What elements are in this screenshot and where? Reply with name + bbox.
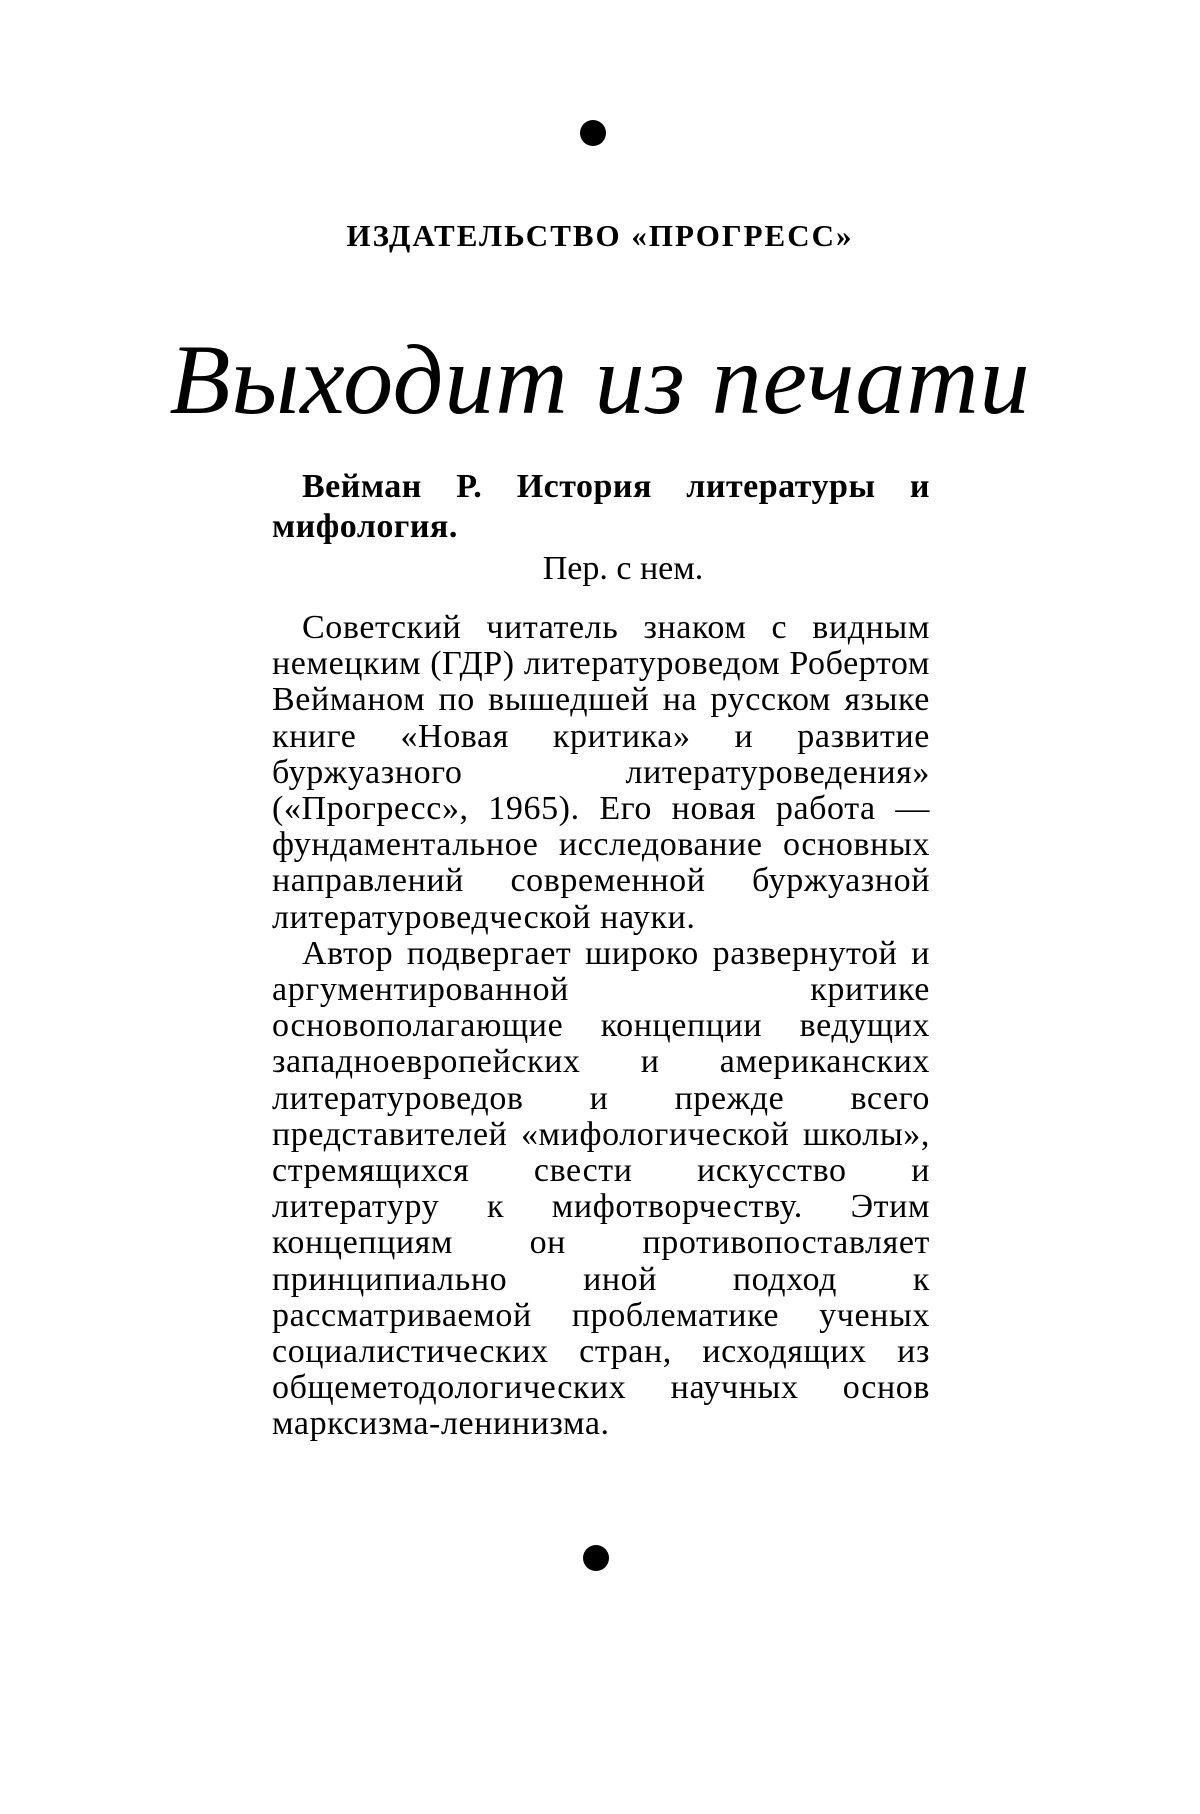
bullet-ornament-top <box>580 120 606 146</box>
description <box>272 610 930 1443</box>
bullet-ornament-bottom <box>583 1545 609 1571</box>
description-paragraph-1: Советский читатель знаком с видным немецким (ГДР) литературоведом Робертом Вейманом по вышедшей на русском языке книге «Новая критика» и развитие буржуазного литературоведения» («Прогресс», 1965). Его новая работа — фундаментальное исследование основных направлений современной буржуазной литературоведческой науки. <box>272 609 930 936</box>
headline: Выходит из печати <box>169 324 1031 435</box>
book-entry <box>272 467 930 589</box>
book-title: Вейман Р. История литературы и мифология. <box>272 468 930 545</box>
description-paragraph-2: Автор подвергает широко развернутой и аргументированной критике основополагающие концепции ведущих западноевропейских и американских литературоведов и прежде всего представителей «мифологической школы», стремящихся свести искусство и литературу к мифотворчеству. Этим концепциям он противопоставляет принципиально иной подход к рассматриваемой проблематике ученых социалистических стран, исходящих из общеметодологических научных основ марксизма-ленинизма. <box>272 934 930 1443</box>
publisher-name: ИЗДАТЕЛЬСТВО «ПРОГРЕСС» <box>346 218 854 253</box>
translation-note: Пер. с нем. <box>542 550 704 587</box>
